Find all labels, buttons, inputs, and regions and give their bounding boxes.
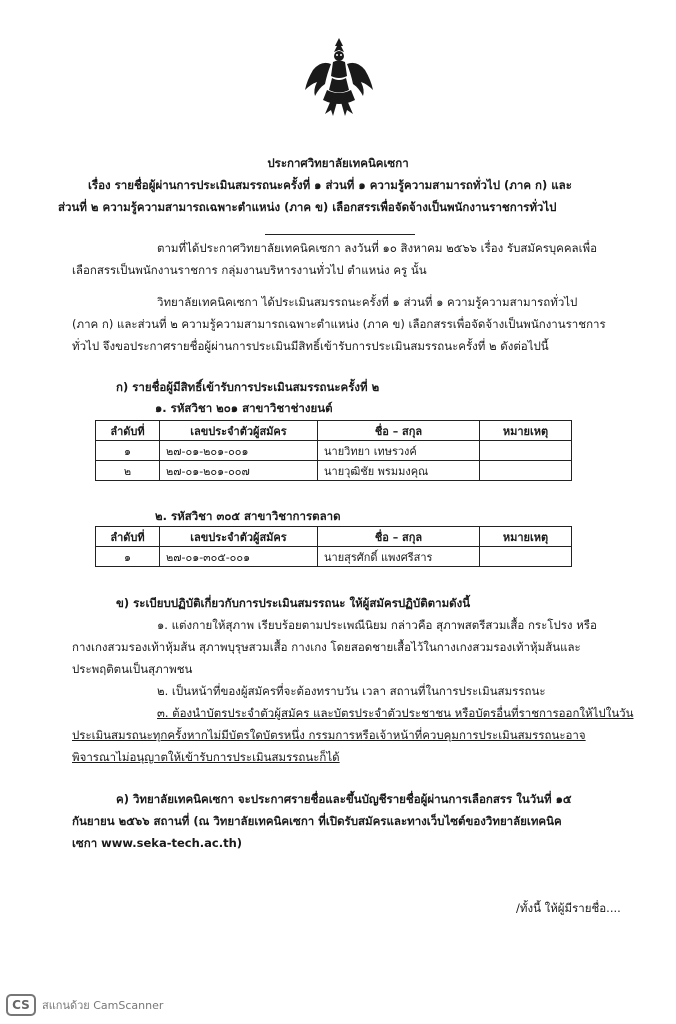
paragraph-2-line-2: (ภาค ก) และส่วนที่ ๒ ความรู้ความสามารถเฉพาะตำแหน่ง (ภาค ข) เลือกสรรเพื่อจัดจ้างเป็นพนักงานราชการ (72, 317, 606, 331)
table-header-row (96, 527, 572, 547)
candidate-table-marketing (95, 526, 572, 567)
candidate-table-automotive (95, 420, 572, 481)
table-header-row (96, 421, 572, 441)
column-header-name: ชื่อ – สกุล (318, 421, 480, 441)
scanner-watermark (6, 992, 166, 1018)
cell-applicant-id: ๒๗-๐๑-๒๐๑-๐๐๑ (160, 441, 318, 461)
paragraph-1-line-2: เลือกสรรเป็นพนักงานราชการ กลุ่มงานบริหารงานทั่วไป ตำแหน่ง ครู นั้น (72, 263, 427, 277)
column-header-order: ลำดับที่ (96, 527, 160, 547)
group-2-title: ๒. รหัสวิชา ๓๐๕ สาขาวิชาการตลาด (155, 509, 341, 523)
garuda-emblem-icon (303, 36, 375, 118)
column-header-applicant-id: เลขประจำตัวผู้สมัคร (160, 421, 318, 441)
rule-1-line-2: กางเกงสวมรองเท้าหุ้มส้น สุภาพบุรุษสวมเสื้อ กางเกง โดยสอดชายเสื้อไว้ในกางเกงสวมรองเท้าหุ้มส้นและ (72, 640, 581, 654)
continuation-note: /ทั้งนี้ ให้ผู้มีรายชื่อ.... (516, 901, 621, 915)
rule-3-line-2: ประเมินสมรถนะทุกครั้งหากไม่มีบัตรใดบัตรหนึ่ง กรรมการหรือเจ้าหน้าที่ควบคุมการประเมินสมรรถนะอาจ (72, 728, 586, 742)
rule-1-line-1: ๑. แต่งกายให้สุภาพ เรียบร้อยตามประเพณีนิยม กล่าวคือ สุภาพสตรีสวมเสื้อ กระโปรง หรือ (157, 618, 597, 632)
rule-3-line-3: พิจารณาไม่อนุญาตให้เข้ารับการประเมินสมรรถนะก็ได้ (72, 750, 340, 764)
section-b-heading: ข) ระเบียบปฏิบัติเกี่ยวกับการประเมินสมรรถนะ ให้ผู้สมัครปฏิบัติตามดังนี้ (116, 596, 471, 610)
cell-name: นายสุรศักดิ์ แพงศรีสาร (318, 547, 480, 567)
announcement-title: ประกาศวิทยาลัยเทคนิคเซกา (267, 156, 409, 170)
cell-applicant-id: ๒๗-๐๑-๒๐๑-๐๐๗ (160, 461, 318, 481)
column-header-remark: หมายเหตุ (480, 527, 572, 547)
column-header-remark: หมายเหตุ (480, 421, 572, 441)
section-c-line-2: กันยายน ๒๕๖๖ สถานที่ (ณ วิทยาลัยเทคนิคเซกา ที่เปิดรับสมัครและทางเว็บไซต์ของวิทยาลัยเทคนิค (72, 814, 562, 828)
cell-name: นายวิทยา เทษรวงค์ (318, 441, 480, 461)
subject-line-1: เรื่อง รายชื่อผู้ผ่านการประเมินสมรรถนะครั้งที่ ๑ ส่วนที่ ๑ ความรู้ความสามารถทั่วไป (ภาค ก) และ (88, 178, 572, 192)
table-row (96, 547, 572, 567)
cell-order: ๒ (96, 461, 160, 481)
paragraph-2-line-3: ทั่วไป จึงขอประกาศรายชื่อผู้ผ่านการประเมินมีสิทธิ์เข้ารับการประเมินสมรรถนะครั้งที่ ๒ ดังต่อไปนี้ (72, 339, 549, 353)
rule-1-line-3: ประพฤติตนเป็นสุภาพชน (72, 662, 193, 676)
subject-line-2: ส่วนที่ ๒ ความรู้ความสามารถเฉพาะตำแหน่ง (ภาค ข) เลือกสรรเพื่อจัดจ้างเป็นพนักงานราชการทั่วไป (58, 200, 557, 214)
group-1-title: ๑. รหัสวิชา ๒๐๑ สาขาวิชาช่างยนต์ (155, 401, 333, 415)
cell-remark (480, 461, 572, 481)
cell-order: ๑ (96, 547, 160, 567)
camscanner-label: สแกนด้วย CamScanner (42, 999, 164, 1012)
section-c-line-3: เซกา www.seka-tech.ac.th) (72, 836, 243, 850)
cell-name: นายวุฒิชัย พรมมงคุณ (318, 461, 480, 481)
cell-remark (480, 547, 572, 567)
column-header-order: ลำดับที่ (96, 421, 160, 441)
cell-order: ๑ (96, 441, 160, 461)
title-divider (265, 234, 415, 235)
camscanner-logo: CS (6, 994, 36, 1016)
table-row (96, 461, 572, 481)
section-a-heading: ก) รายชื่อผู้มีสิทธิ์เข้ารับการประเมินสมรรถนะครั้งที่ ๒ (116, 380, 380, 394)
paragraph-2-line-1: วิทยาลัยเทคนิคเซกา ได้ประเมินสมรรถนะครั้งที่ ๑ ส่วนที่ ๑ ความรู้ความสามารถทั่วไป (157, 295, 578, 309)
paragraph-1-line-1: ตามที่ได้ประกาศวิทยาลัยเทคนิคเซกา ลงวันที่ ๑๐ สิงหาคม ๒๕๖๖ เรื่อง รับสมัครบุคคลเพื่อ (157, 241, 598, 255)
rule-2: ๒. เป็นหน้าที่ของผู้สมัครที่จะต้องทราบวัน เวลา สถานที่ในการประเมินสมรรถนะ (157, 684, 546, 698)
section-c-line-1: ค) วิทยาลัยเทคนิคเซกา จะประกาศรายชื่อและขึ้นบัญชีรายชื่อผู้ผ่านการเลือกสรร ในวันที่ ๑๕ (116, 792, 572, 806)
rule-3-line-1: ๓. ต้องนำบัตรประจำตัวผู้สมัคร และบัตรประจำตัวประชาชน หรือบัตรอื่นที่ราชการออกให้ไปในวัน (157, 706, 634, 720)
cell-remark (480, 441, 572, 461)
table-row (96, 441, 572, 461)
column-header-applicant-id: เลขประจำตัวผู้สมัคร (160, 527, 318, 547)
column-header-name: ชื่อ – สกุล (318, 527, 480, 547)
cell-applicant-id: ๒๗-๐๑-๓๐๕-๐๐๑ (160, 547, 318, 567)
